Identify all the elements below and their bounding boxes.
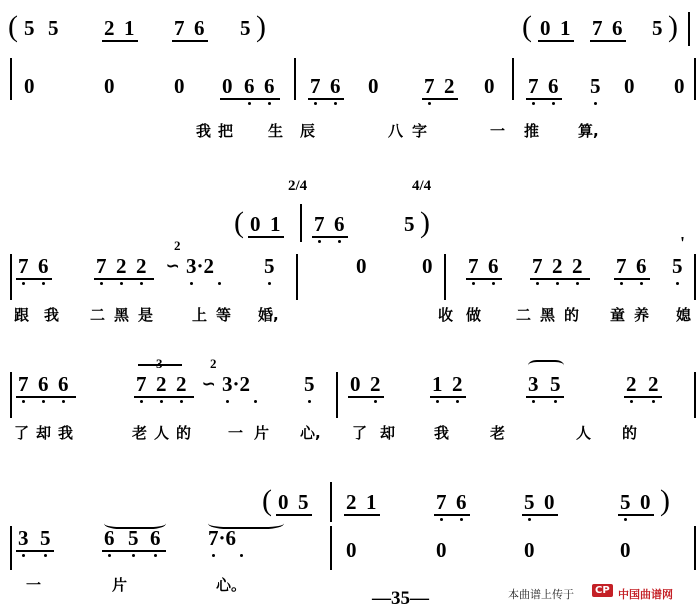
note: 2: [572, 254, 583, 278]
note: 0: [640, 490, 651, 514]
lyric: 了: [14, 424, 30, 442]
lyric: 我: [58, 424, 74, 442]
note: 6: [612, 16, 623, 40]
footer-note: 本曲谱上传于: [508, 588, 574, 601]
note: 1: [560, 16, 571, 40]
lyric: 老: [132, 424, 148, 442]
page-number: —35—: [372, 588, 429, 609]
ornament-mark: ∽: [202, 376, 216, 393]
note-dot: [42, 400, 45, 403]
note: 0: [422, 254, 433, 278]
note-dot: [472, 282, 475, 285]
note-dot: [460, 518, 463, 521]
lyric: 字: [412, 122, 428, 140]
beam: [220, 98, 280, 100]
note: 5: [550, 372, 561, 396]
note-dot: [428, 102, 431, 105]
note: 7: [136, 372, 147, 396]
note-dot: [22, 400, 25, 403]
note: 5: [652, 16, 663, 40]
beam: [102, 40, 138, 42]
lyric: 养: [634, 306, 650, 324]
note-dot: [22, 282, 25, 285]
barline: [10, 254, 12, 300]
note: 2: [452, 372, 463, 396]
note-dot: [676, 282, 679, 285]
lyric: 却: [380, 424, 396, 442]
beam: [466, 278, 502, 280]
paren-close: ): [660, 484, 670, 517]
lyric: 黑: [540, 306, 556, 324]
note: 5: [590, 74, 601, 98]
barline: [294, 58, 296, 100]
lyric: 一: [26, 576, 42, 594]
note: 7: [18, 372, 29, 396]
note-dot: [42, 282, 45, 285]
lyric: 二: [516, 306, 532, 324]
barline: [694, 254, 696, 300]
beam: [590, 40, 626, 42]
lyric: 心。: [216, 576, 247, 594]
barline: [10, 372, 12, 418]
lyric: 的: [564, 306, 580, 324]
note: 0: [436, 538, 447, 562]
note: 6: [104, 526, 115, 550]
note: 5: [48, 16, 59, 40]
note: 5: [298, 490, 309, 514]
note: 1: [270, 212, 281, 236]
lyric: 黑: [114, 306, 130, 324]
note-dot: [22, 554, 25, 557]
note: 3·2: [222, 372, 251, 396]
note-dot: [108, 554, 111, 557]
note-dot: [140, 400, 143, 403]
note-dot: [44, 554, 47, 557]
beam: [16, 278, 52, 280]
note-dot: [554, 400, 557, 403]
note-dot: [338, 240, 341, 243]
note: 6: [58, 372, 69, 396]
paren-close: ): [420, 206, 430, 239]
note: 0: [544, 490, 555, 514]
note: 7·6: [208, 526, 237, 550]
note: 6: [38, 372, 49, 396]
note-dot: [308, 400, 311, 403]
note-dot: [528, 518, 531, 521]
lyric: 等: [216, 306, 232, 324]
note: 6: [488, 254, 499, 278]
note: 0: [104, 74, 115, 98]
beam: [344, 514, 380, 516]
lyric: 推: [524, 122, 540, 140]
note: 7: [174, 16, 185, 40]
beam: [526, 396, 564, 398]
lyric: 人: [576, 424, 592, 442]
lyric: 八: [388, 122, 404, 140]
note: 0: [346, 538, 357, 562]
note: 6: [194, 16, 205, 40]
lyric: 心,: [300, 424, 321, 442]
note-dot: [318, 240, 321, 243]
note: 3·2: [186, 254, 215, 278]
note: 1: [432, 372, 443, 396]
lyric: 的: [176, 424, 192, 442]
note-dot: [140, 282, 143, 285]
note-dot: [576, 282, 579, 285]
beam: [430, 396, 466, 398]
note-dot: [154, 554, 157, 557]
barline: [512, 58, 514, 100]
note-dot: [374, 400, 377, 403]
lyric: 生: [268, 122, 284, 140]
note: 2: [346, 490, 357, 514]
beam: [312, 236, 348, 238]
note: 5: [240, 16, 251, 40]
note: 5: [40, 526, 51, 550]
note: 0: [24, 74, 35, 98]
note: 6: [264, 74, 275, 98]
note: 5: [620, 490, 631, 514]
beam: [16, 396, 76, 398]
note-dot: [190, 282, 193, 285]
barline: [694, 372, 696, 418]
paren-open: (: [262, 484, 272, 517]
note: 0: [484, 74, 495, 98]
note-dot: [630, 400, 633, 403]
barline: [336, 372, 338, 418]
note-dot: [226, 400, 229, 403]
lyric: 了: [352, 424, 368, 442]
note: 7: [314, 212, 325, 236]
beam: [102, 550, 166, 552]
beam: [526, 98, 562, 100]
barline: [688, 12, 690, 46]
time-signature: 2/4: [288, 178, 308, 194]
barline: [444, 254, 446, 300]
barline: [300, 204, 302, 242]
beam: [538, 40, 574, 42]
slur: [528, 360, 564, 371]
paren-close: ): [256, 10, 266, 43]
lyric: 老: [490, 424, 506, 442]
note: 2: [370, 372, 381, 396]
beam: [522, 514, 558, 516]
note: 5: [24, 16, 35, 40]
barline: [330, 526, 332, 570]
time-signature: 4/4: [412, 178, 432, 194]
beam: [16, 550, 54, 552]
beam: [624, 396, 662, 398]
note-dot: [532, 400, 535, 403]
note-dot: [160, 400, 163, 403]
lyric: 却: [36, 424, 52, 442]
barline: [10, 58, 12, 100]
lyric: 二: [90, 306, 106, 324]
note: 5: [264, 254, 275, 278]
note-dot: [456, 400, 459, 403]
lyric: 片: [112, 576, 128, 594]
note-dot: [248, 102, 251, 105]
note: 0: [620, 538, 631, 562]
note-dot: [532, 102, 535, 105]
lyric: 片: [254, 424, 270, 442]
note-dot: [240, 554, 243, 557]
beam: [172, 40, 208, 42]
note: 7: [436, 490, 447, 514]
paren-open: (: [234, 206, 244, 239]
lyric: 婚,: [258, 306, 279, 324]
note: 3: [528, 372, 539, 396]
lyric: 我: [44, 306, 60, 324]
note-dot: [624, 518, 627, 521]
footer-brand: 中国曲谱网: [618, 588, 673, 601]
beam: [618, 514, 654, 516]
ornament-mark: ∽: [166, 258, 180, 275]
lyric: 算,: [578, 122, 599, 140]
note-dot: [218, 282, 221, 285]
note: 5: [672, 254, 683, 278]
note: 1: [366, 490, 377, 514]
note: 5: [128, 526, 139, 550]
note: 0: [222, 74, 233, 98]
note-dot: [440, 518, 443, 521]
note: 6: [330, 74, 341, 98]
note-dot: [180, 400, 183, 403]
note: 7: [616, 254, 627, 278]
note: 0: [350, 372, 361, 396]
note: 2: [116, 254, 127, 278]
beam: [530, 278, 590, 280]
note: 0: [174, 74, 185, 98]
beam: [422, 98, 458, 100]
note-dot: [100, 282, 103, 285]
beam: [348, 396, 384, 398]
note-dot: [556, 282, 559, 285]
note: 6: [334, 212, 345, 236]
lyric: 是: [138, 306, 154, 324]
barline: [694, 526, 696, 570]
note-dot: [436, 400, 439, 403]
note: 2: [136, 254, 147, 278]
lyric: 我: [434, 424, 450, 442]
note-dot: [640, 282, 643, 285]
site-logo-icon: CP: [592, 584, 613, 597]
note: 0: [368, 74, 379, 98]
beam: [94, 278, 154, 280]
lyric: 辰: [300, 122, 316, 140]
note: 2: [648, 372, 659, 396]
note: 2: [626, 372, 637, 396]
note-dot: [132, 554, 135, 557]
ornament-number: 2: [210, 356, 217, 371]
note: 0: [624, 74, 635, 98]
note: 7: [468, 254, 479, 278]
note-dot: [212, 554, 215, 557]
lyric: 童: [610, 306, 626, 324]
lyric: 我: [196, 122, 212, 140]
note: 5: [524, 490, 535, 514]
note-dot: [314, 102, 317, 105]
beam: [276, 514, 312, 516]
lyric: 一: [490, 122, 506, 140]
note: 7: [18, 254, 29, 278]
note-dot: [120, 282, 123, 285]
note: 6: [150, 526, 161, 550]
note-dot: [652, 400, 655, 403]
note: 2: [444, 74, 455, 98]
beam: [308, 98, 344, 100]
note-dot: [62, 400, 65, 403]
note: 3: [18, 526, 29, 550]
note: 0: [250, 212, 261, 236]
lyric: 跟: [14, 306, 30, 324]
note: 5: [404, 212, 415, 236]
breath-mark: ': [680, 233, 686, 253]
lyric: 上: [192, 306, 208, 324]
note-dot: [620, 282, 623, 285]
note: 2: [156, 372, 167, 396]
note: 7: [96, 254, 107, 278]
beam: [614, 278, 650, 280]
note-dot: [536, 282, 539, 285]
note: 6: [456, 490, 467, 514]
note: 7: [424, 74, 435, 98]
lyric: 把: [218, 122, 234, 140]
lyric: 一: [228, 424, 244, 442]
note: 2: [552, 254, 563, 278]
lyric: 做: [466, 306, 482, 324]
barline: [296, 254, 298, 300]
note: 7: [592, 16, 603, 40]
note-dot: [334, 102, 337, 105]
note-dot: [552, 102, 555, 105]
note: 6: [38, 254, 49, 278]
paren-close: ): [668, 10, 678, 43]
lyric: 媳: [676, 306, 692, 324]
note: 1: [124, 16, 135, 40]
lyric: 的: [622, 424, 638, 442]
paren-open: (: [8, 10, 18, 43]
note: 0: [674, 74, 685, 98]
note-dot: [594, 102, 597, 105]
barline: [694, 58, 696, 100]
lyric: 人: [154, 424, 170, 442]
barline: [10, 526, 12, 570]
note: 0: [524, 538, 535, 562]
note: 5: [304, 372, 315, 396]
paren-open: (: [522, 10, 532, 43]
note: 6: [636, 254, 647, 278]
beam: [134, 396, 194, 398]
ornament-number: 2: [174, 238, 181, 253]
note-dot: [254, 400, 257, 403]
lyric: 收: [438, 306, 454, 324]
beam: [434, 514, 470, 516]
note: 0: [278, 490, 289, 514]
note: 6: [244, 74, 255, 98]
barline: [330, 482, 332, 522]
note: 7: [310, 74, 321, 98]
note: 0: [540, 16, 551, 40]
note-dot: [492, 282, 495, 285]
note: 2: [176, 372, 187, 396]
note: 7: [528, 74, 539, 98]
note: 0: [356, 254, 367, 278]
beam: [248, 236, 284, 238]
note-dot: [268, 102, 271, 105]
triplet-bracket: [138, 364, 182, 366]
note-dot: [268, 282, 271, 285]
note: 6: [548, 74, 559, 98]
note: 7: [532, 254, 543, 278]
note: 2: [104, 16, 115, 40]
